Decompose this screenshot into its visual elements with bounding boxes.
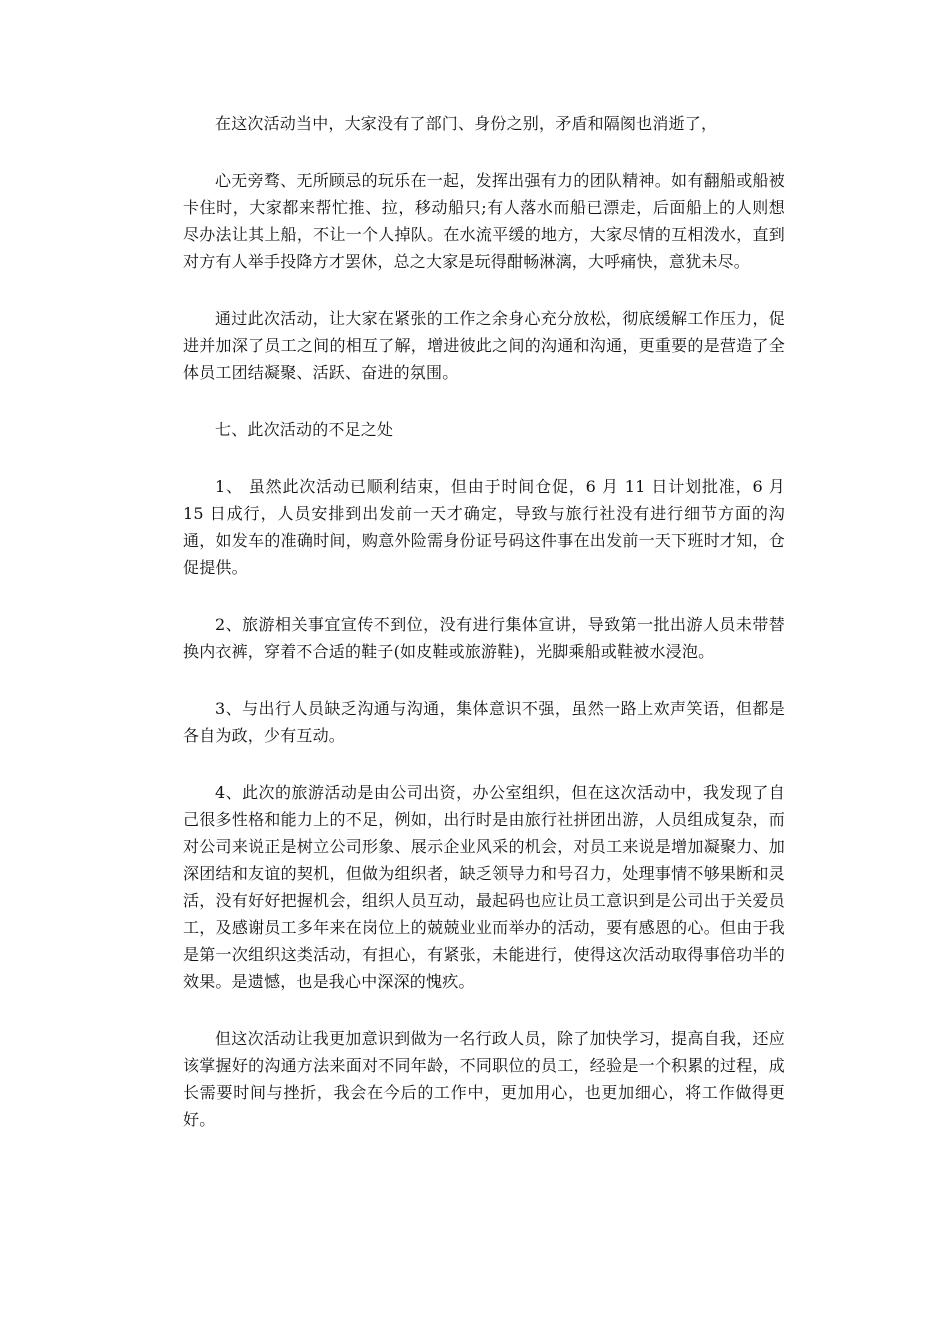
paragraph-team-spirit: 心无旁骛、无所顾忌的玩乐在一起，发挥出强有力的团队精神。如有翻船或船被卡住时，大家都来帮忙推、拉，移动船只;有人落水而船已漂走，后面船上的人则想尽办法让其上船，不让一个人掉队。在水流平缓的地方，大家尽情的互相泼水，直到对方有人举手投降方才罢休，总之大家是玩得酣畅淋漓，大呼痛快，意犹未尽。 [183,171,785,271]
paragraph-shortcoming-1: 1、 虽然此次活动已顺利结束，但由于时间仓促，6 月 11 日计划批准，6 月 15 日成行，人员安排到出发前一天才确定，导致与旅行社没有进行细节方面的沟通，如发车的准确时间，购意外险需身份证号码这件事在出发前一天下班时才知，仓促提供。 [183,477,785,577]
paragraph-intro: 在这次活动当中，大家没有了部门、身份之别，矛盾和隔阂也消逝了， [215,114,718,133]
paragraph-activity-benefits: 通过此次活动，让大家在紧张的工作之余身心充分放松，彻底缓解工作压力，促进并加深了员工之间的相互了解，增进彼此之间的沟通和沟通，更重要的是营造了全体员工团结凝聚、活跃、奋进的氛围。 [183,309,785,382]
paragraph-shortcoming-2: 2、旅游相关事宜宣传不到位，没有进行集体宣讲，导致第一批出游人员未带替换内衣裤，穿着不合适的鞋子(如皮鞋或旅游鞋)，光脚乘船或鞋被水浸泡。 [183,615,785,661]
paragraph-shortcoming-3: 3、与出行人员缺乏沟通与沟通，集体意识不强，虽然一路上欢声笑语，但都是各自为政，少有互动。 [183,699,785,745]
document-body [183,110,785,1163]
paragraph-conclusion: 但这次活动让我更加意识到做为一名行政人员，除了加快学习，提高自我，还应该掌握好的沟通方法来面对不同年龄，不同职位的员工，经验是一个积累的过程，成长需要时间与挫折，我会在今后的工作中，更加用心，也更加细心，将工作做得更好。 [183,1029,785,1129]
section-heading-shortcomings: 七、此次活动的不足之处 [215,420,394,439]
paragraph-shortcoming-4: 4、此次的旅游活动是由公司出资，办公室组织，但在这次活动中，我发现了自己很多性格和能力上的不足，例如，出行时是由旅行社拼团出游，人员组成复杂，而对公司来说正是树立公司形象、展示企业风采的机会，对员工来说是增加凝聚力、加深团结和友谊的契机，但做为组织者，缺乏领导力和号召力，处理事情不够果断和灵活，没有好好把握机会，组织人员互动，最起码也应让员工意识到是公司出于关爱员工，及感谢员工多年来在岗位上的兢兢业业而举办的活动，要有感恩的心。但由于我是第一次组织这类活动，有担心，有紧张，未能进行，使得这次活动取得事倍功半的效果。是遗憾，也是我心中深深的愧疚。 [183,783,785,991]
